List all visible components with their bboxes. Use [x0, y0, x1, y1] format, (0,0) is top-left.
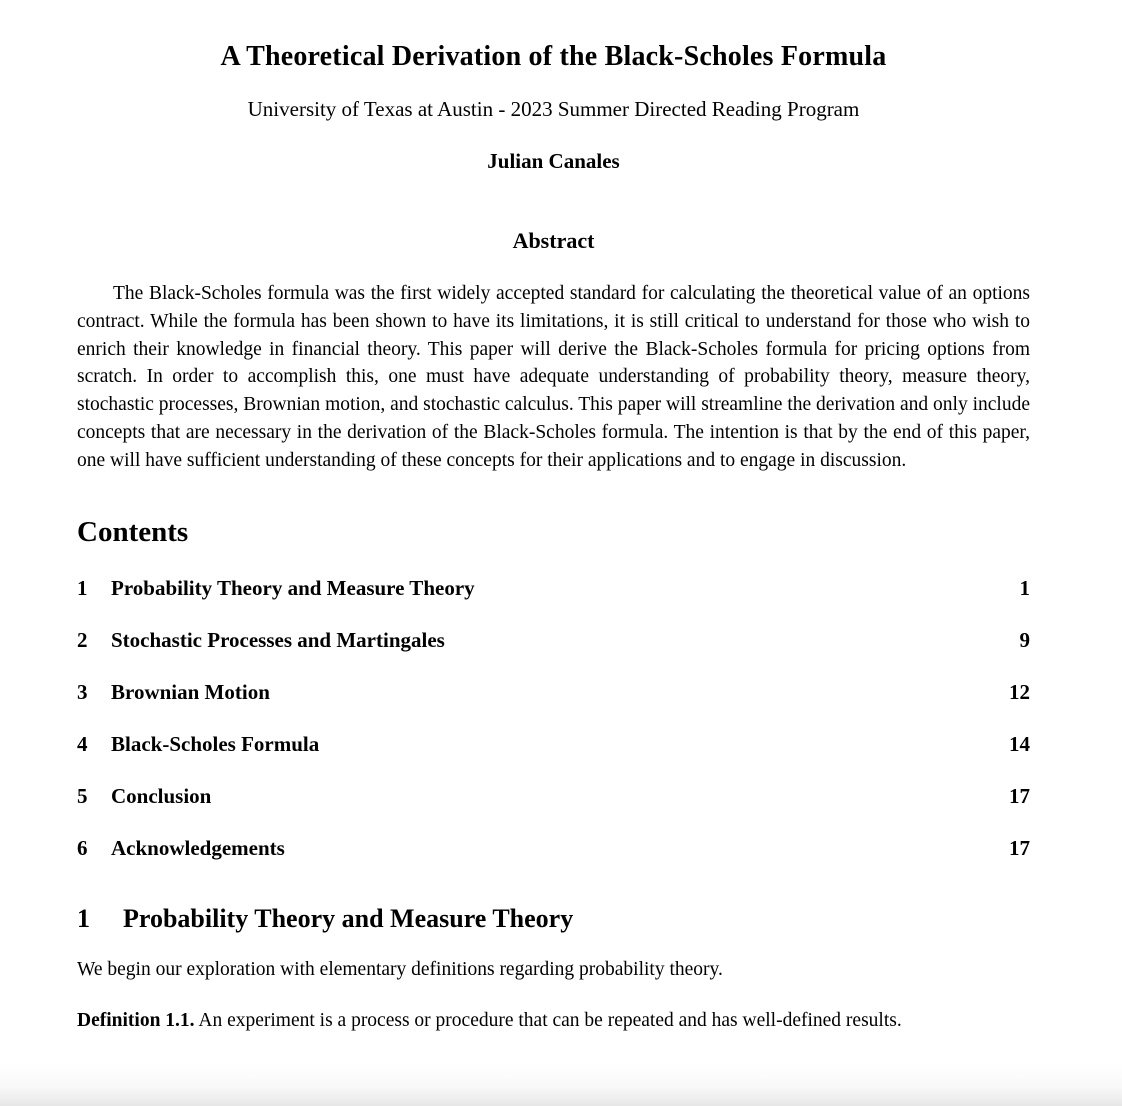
page-bottom-edge	[0, 1064, 1122, 1106]
toc-entry-page: 1	[1019, 575, 1030, 600]
toc-entry-page: 12	[1009, 679, 1030, 704]
definition-1-1	[77, 1007, 1030, 1035]
paper-title: A Theoretical Derivation of the Black-Scholes Formula	[220, 41, 887, 72]
toc-entry-page: 17	[1009, 835, 1030, 860]
toc-entry-number: 4	[77, 731, 88, 756]
toc-entry-2[interactable]	[77, 628, 1030, 653]
toc-entry-label: Conclusion	[111, 783, 212, 808]
section-number: 1	[77, 903, 90, 933]
toc-entry-page: 14	[1009, 731, 1030, 756]
toc-entry-label: Stochastic Processes and Martingales	[111, 627, 445, 652]
toc-entry-page: 17	[1009, 783, 1030, 808]
toc-entry-number: 5	[77, 783, 88, 808]
paper-subtitle: University of Texas at Austin - 2023 Summer Directed Reading Program	[247, 97, 860, 121]
toc-entry-number: 2	[77, 627, 88, 652]
table-of-contents	[77, 576, 1030, 861]
definition-label: Definition 1.1.	[77, 1010, 195, 1032]
toc-entry-4[interactable]	[77, 732, 1030, 757]
paper-author: Julian Canales	[487, 149, 620, 173]
toc-entry-1[interactable]	[77, 576, 1030, 601]
contents-heading: Contents	[77, 515, 189, 548]
abstract-body: The Black-Scholes formula was the first widely accepted standard for calculating the theoretical value of an options contract. While the formula has been shown to have its limitations, it is still critical to understand for those who wish to enrich their knowledge in financial theory. This paper will derive the Black-Scholes formula for pricing options from scratch. In order to accomplish this, one must have adequate understanding of probability theory, measure theory, stochastic processes, Brownian motion, and stochastic calculus. This paper will streamline the derivation and only include concepts that are necessary in the derivation of the Black-Scholes formula. The intention is that by the end of this paper, one will have sufficient understanding of these concepts for their applications and to engage in discussion.	[77, 283, 1030, 471]
definition-text: An experiment is a process or procedure that can be repeated and has well-defined results.	[198, 1010, 902, 1032]
abstract-heading: Abstract	[512, 228, 595, 253]
toc-entry-label: Acknowledgements	[111, 835, 285, 860]
section-title: Probability Theory and Measure Theory	[123, 903, 574, 933]
toc-entry-label: Black-Scholes Formula	[111, 731, 320, 756]
document-page	[77, 0, 1030, 1035]
toc-entry-number: 3	[77, 679, 88, 704]
toc-entry-number: 6	[77, 835, 88, 860]
toc-entry-label: Probability Theory and Measure Theory	[111, 575, 475, 600]
toc-entry-page: 9	[1019, 627, 1030, 652]
toc-entry-6[interactable]	[77, 836, 1030, 861]
toc-entry-5[interactable]	[77, 784, 1030, 809]
section-intro-paragraph: We begin our exploration with elementary definitions regarding probability theory.	[77, 958, 723, 980]
toc-entry-3[interactable]	[77, 680, 1030, 705]
section-1-heading	[77, 903, 1030, 934]
toc-entry-number: 1	[77, 575, 88, 600]
toc-entry-label: Brownian Motion	[111, 679, 270, 704]
